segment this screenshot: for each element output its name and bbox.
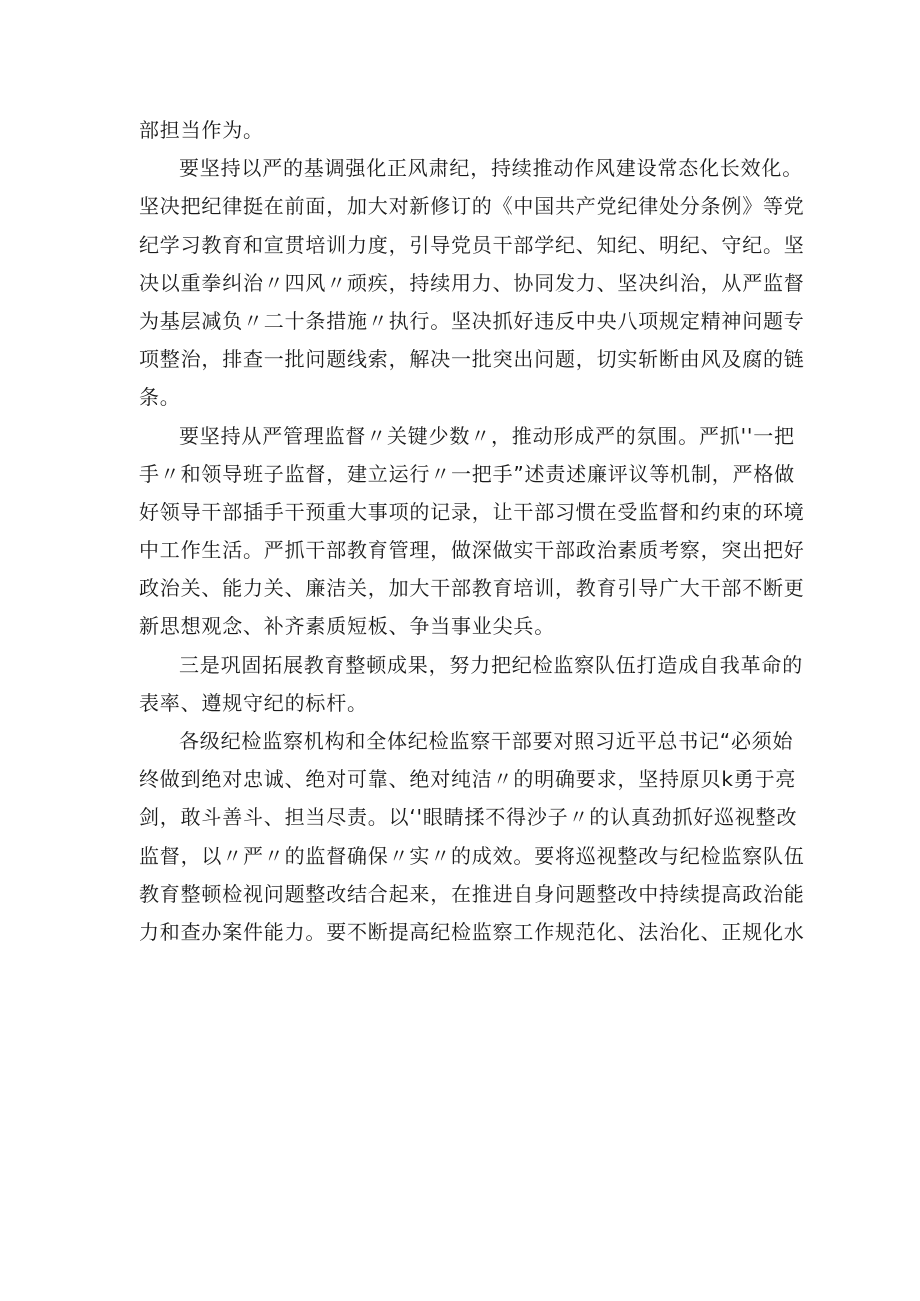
text-line: 条。 (139, 385, 181, 410)
text-line: 教育整顿检视问题整改结合起来，在推进自身问题整改中持续提高政治能 (139, 881, 805, 906)
text-line: 三是巩固拓展教育整顿成果，努力把纪检监察队伍打造成自我革命的 (179, 652, 803, 677)
text-line: 决以重拳纠治〃四风〃顽疾，持续用力、协同发力、坚决纠治，从严监督 (139, 270, 805, 295)
document-body (139, 111, 805, 951)
text-line: 力和查办案件能力。要不断提高纪检监察工作规范化、法治化、正规化水 (139, 919, 805, 944)
text-line: 监督，以〃严〃的监督确保〃实〃的成效。要将巡视整改与纪检监察队伍 (139, 843, 805, 868)
text-line: 手〃和领导班子监督，建立运行〃一把手”述责述廉评议等机制，严格做 (139, 461, 795, 486)
text-line: 要坚持以严的基调强化正风肃纪，持续推动作风建设常态化长效化。 (179, 156, 803, 181)
text-line: 终做到绝对忠诚、绝对可靠、绝对纯洁〃的明确要求，坚持原贝k勇于亮 (139, 767, 797, 792)
text-line: 各级纪检监察机构和全体纪检监察干部要对照习近平总书记“必须始 (179, 729, 794, 753)
text-line: 新思想观念、补齐素质短板、争当事业尖兵。 (139, 614, 555, 639)
text-line: 表率、遵规守纪的标杆。 (139, 690, 368, 715)
text-line: 为基层减负〃二十条措施〃执行。坚决抓好违反中央八项规定精神问题专 (139, 308, 805, 333)
text-line: 中工作生活。严抓干部教育管理，做深做实干部政治素质考察，突出把好 (139, 538, 805, 563)
text-line: 坚决把纪律挺在前面，加大对新修订的《中国共产党纪律处分条例》等党 (139, 194, 805, 219)
text-line: 项整治，排查一批问题线索，解决一批突出问题，切实斩断由风及腐的链 (139, 347, 805, 372)
text-line: 部担当作为。 (139, 118, 264, 142)
text-line: 剑，敢斗善斗、担当尽责。以‘'眼睛揉不得沙子〃的认真劲抓好巡视整改 (139, 805, 798, 830)
text-line: 要坚持从严管理监督〃关键少数〃，推动形成严的氛围。严抓''一把 (179, 423, 795, 448)
text-line: 好领导干部插手干预重大事项的记录，让干部习惯在受监督和约束的环境 (139, 499, 805, 524)
text-line: 纪学习教育和宣贯培训力度，引导党员干部学纪、知纪、明纪、守纪。坚 (139, 232, 805, 257)
text-line: 政治关、能力关、廉洁关，加大干部教育培训，教育引导广大干部不断更 (139, 576, 805, 601)
